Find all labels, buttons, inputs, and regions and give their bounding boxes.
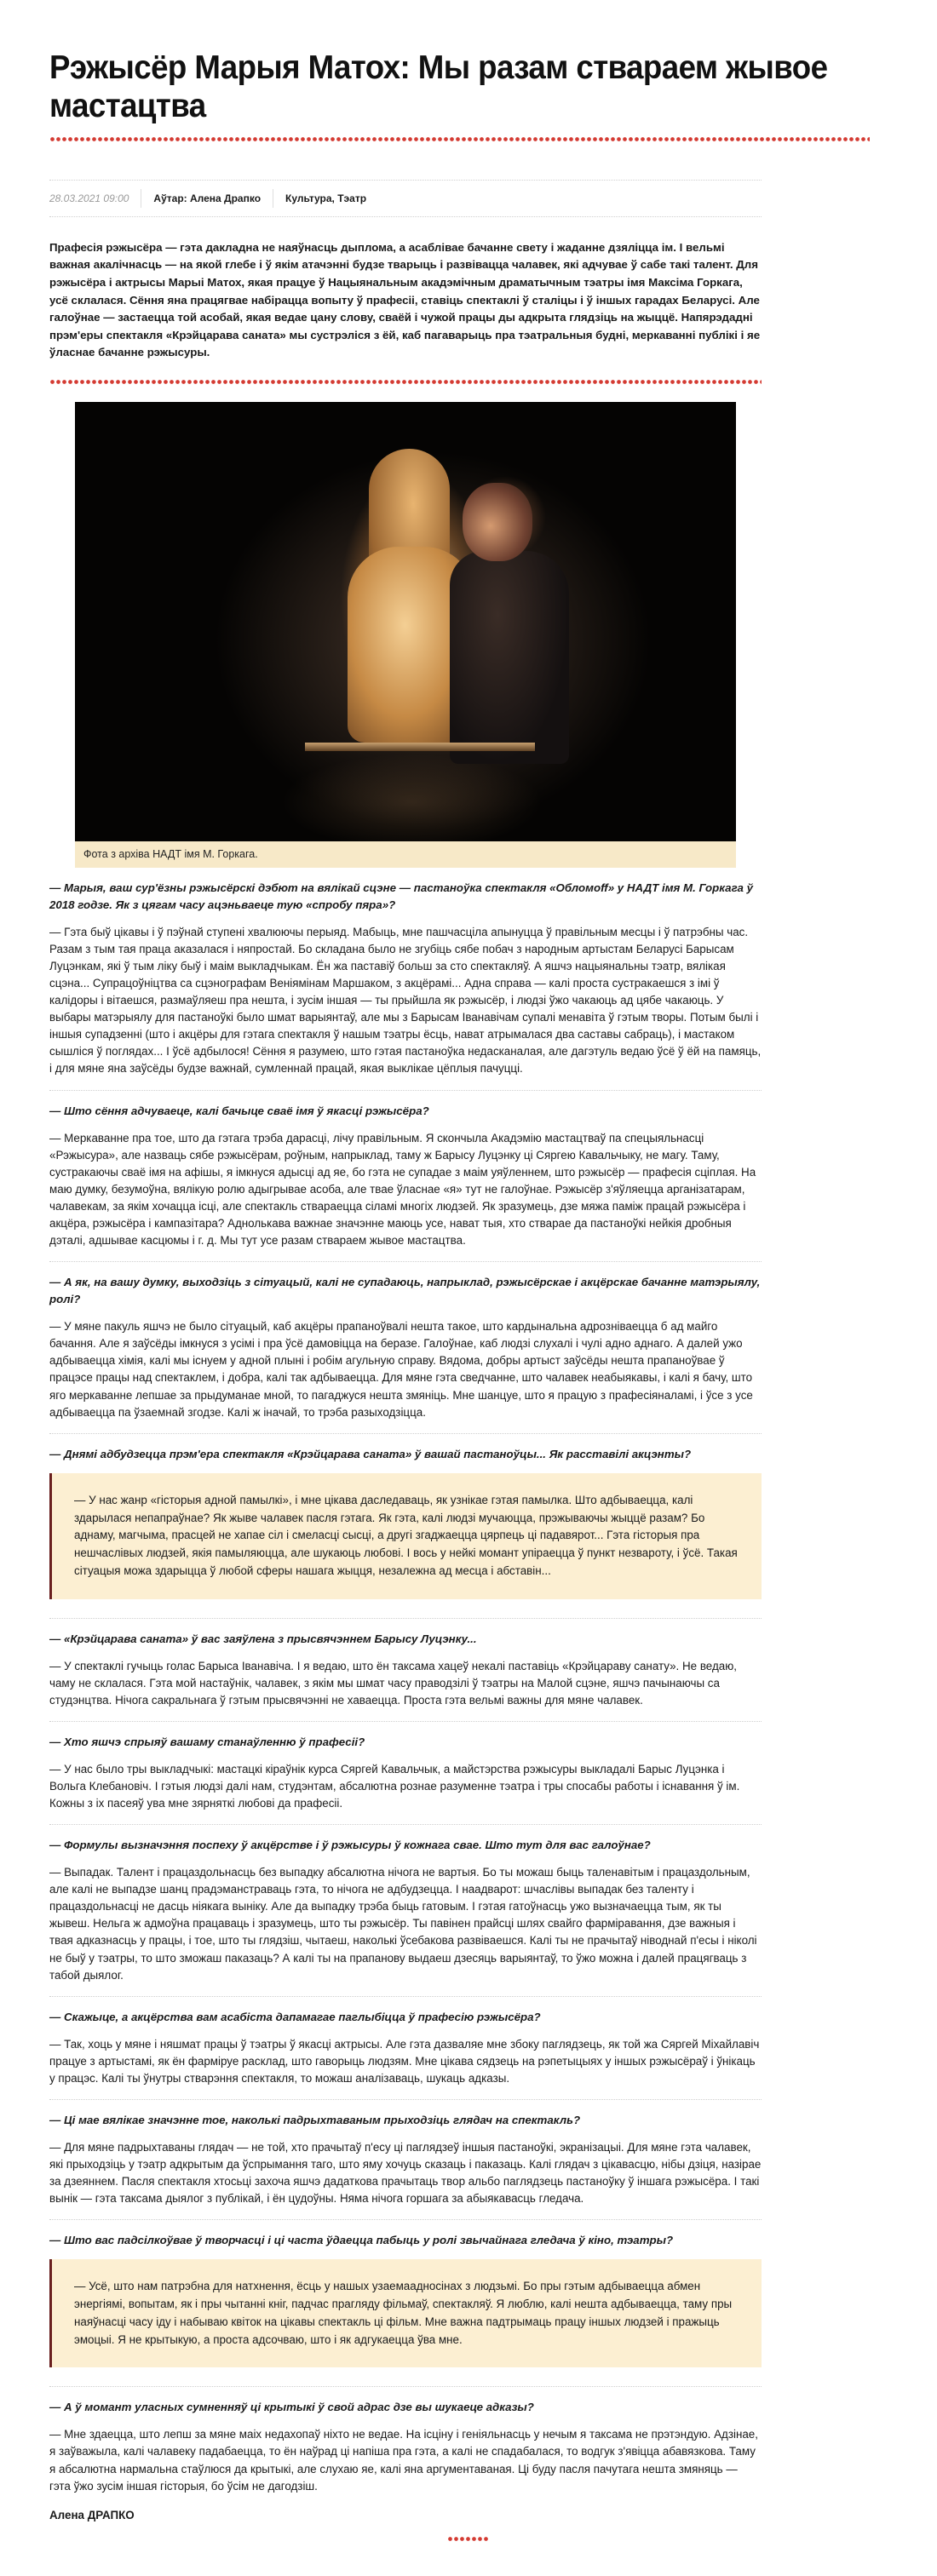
interview-block <box>49 880 762 1091</box>
interview-block <box>49 2232 762 2387</box>
interview-answer: — У мяне пакуль яшчэ не было сітуацый, каб акцёры прапаноўвалі нешта такое, што кардынальна адрозніваецца б ад майго бачання. Але я заўсёды імкнуся з усімі і пра ўсё дамовіцца на беразе. Галоўнае, каб людзі слухалі і чулі адно аднаго. А далей ужо адбываецца хімія, калі мы існуем у адной плыні і робім агульную справу. Вядома, добры артыст заўсёды нешта прапаноўвае ў працэсе працы над спектаклем, і добра, калі так адбываецца. Для мяне гэта сведчанне, што чалавек неабыякавы, і калі я бачу, што яго меркаванне лепшае за прыдуманае мной, то пагаджуся нешта змяніць. Мне шанцуе, што я працую з прафесіяналамі, і ўсе з усе адбываецца па ўзаемнай згодзе. Калі ж іначай, то трэба разыходзіцца. <box>49 1320 753 1419</box>
interview-block <box>49 1103 762 1263</box>
interview-question: — Марыя, ваш сур'ёзны рэжысёрскі дэбют на вялікай сцэне — пастаноўка спектакля «Обломоff» у НАДТ імя М. Горкага ў 2018 годзе. Як з цягам часу ацэньваеце тую «спробу пяра»? <box>49 881 753 911</box>
footer-ornament <box>447 2536 490 2542</box>
tag-separator: , <box>331 192 338 204</box>
interview-question: — Ці мае вялікае значэнне тое, наколькі падрыхтаваным прыходзіць глядач на спектакль? <box>49 2114 581 2127</box>
interview-question: — Днямі адбудзецца прэм'ера спектакля «Крэйцарава саната» ў вашай пастаноўцы... Як расставілі акцэнты? <box>49 1447 692 1460</box>
block-divider <box>49 2386 762 2387</box>
interview-block <box>49 1446 762 1619</box>
interview-question: — Скажыце, а акцёрства вам асабіста дапамагае паглыбіцца ў прафесію рэжысёра? <box>49 2010 541 2023</box>
interview-block <box>49 1274 762 1434</box>
publish-date: 28.03.2021 09:00 <box>49 189 141 208</box>
article-signature: Алена ДРАПКО <box>49 2508 135 2521</box>
article-meta <box>49 180 762 217</box>
interview-question: — Формулы вызначэння поспеху ў акцёрстве і ў рэжысуры ў кожнага свае. Што тут для вас галоўнае? <box>49 1839 651 1852</box>
highlighted-quote: — Усё, што нам патрэбна для натхнення, ёсць у нашых узаемаадносінах з людзьмі. Бо пры гэтым адбываецца абмен энергіямі, вопытам, як і пры чытанні кніг, падчас прагляду фільмаў, спектакляў. Я люблю, калі нешта адбываецца, таму пры наяўнасці часу іду і набываю квіток на цікавы спектакль ці фільм. Мне важна падтрымаць працу іншых людзей і пражыць эмоцыі. Я не крытыкую, а проста адсочваю, што і як адгукаецца ўва мне. <box>49 2259 762 2367</box>
article-photo <box>75 402 736 868</box>
interview-answer: — Так, хоць у мяне і няшмат працы ў тэатры ў якасці актрысы. Але гэта дазваляе мне збоку паглядзець, як той жа Сяргей Міхайлавіч працуе з артыстамі, як ён фарміруе расклад, што гаворыць людзям. Мне цікава сядзець на рэпетыцыях у іншых рэжысёраў і ўнікаць у працэс. Калі ты ўнутры стварэння спектакля, то можаш аналізаваць, шукаць адказы. <box>49 2037 760 2085</box>
block-divider <box>49 1721 762 1722</box>
block-divider <box>49 2219 762 2220</box>
block-divider <box>49 1618 762 1619</box>
article-title: Рэжысёр Марыя Матох: Мы разам ствараем жывое мастацтва <box>49 49 828 124</box>
title-ornament-divider <box>49 136 870 142</box>
interview-answer: — Выпадак. Талент і працаздольнасць без выпадку абсалютна нічога не вартыя. Бо ты можаш быць таленавітым і працаздольным, але калі не выпадзе шанц прадэманстраваць гэта, то нічога не адбудзецца. І наадварот: шчаслівы выпадак без таленту і працаздольнасці не дасць ніякага выніку. Але да выпадку трэба быць гатовым. І гэтая гатоўнасць ужо вызначаецца тым, як ты жывеш. Нельга ж адмоўна працаваць і зразумець, што ты рэжысёр. Ты павінен прайсці шлях свайго фарміравання, дзе важныя і твая адказнасць у працы, і тое, што ты глядзіш, чытаеш, наколькі ўсебакова развіваешся. Калі ты не прачытаў ніводнай п'есы і ніколі не быў у тэатры, то што зможаш паказаць? А калі ты на прапанову выдаеш дзесяць варыянтаў, то ўжо можна і далей працягваць з табой дыялог. <box>49 1866 757 1982</box>
interview-answer: — Для мяне падрыхтаваны глядач — не той, хто прачытаў п'есу ці паглядзеў іншыя пастаноўкі, экранізацыі. Для мяне гэта чалавек, які прыходзіць у тэатр адкрытым да ўспрымання таго, што яму хочуць сказаць і паказаць. Калі глядач з цікавасцю, нібы дзіця, назірае за дзеяннем. Пасля спектакля хтосьці захоча яшчэ дадаткова прачытаць твор альбо паглядзець пастаноўку ў іншага рэжысёра. І такі вынік — гэта таксама дыялог з публікай, і ён цудоўны. Няма нічога горшага за абыякавасць гледача. <box>49 2141 762 2206</box>
author-label: Аўтар: <box>153 192 187 204</box>
interview-block <box>49 1734 762 1825</box>
interview-block <box>49 2009 762 2100</box>
block-divider <box>49 1090 762 1091</box>
block-divider <box>49 1996 762 1997</box>
block-divider <box>49 1433 762 1434</box>
interview-question: — А як, на вашу думку, выходзіць з сітуацый, калі не супадаюць, напрыклад, рэжысёрскае і акцёрскае бачанне матэрыялу, ролі? <box>49 1276 761 1306</box>
interview-block <box>49 1631 762 1722</box>
block-divider <box>49 2099 762 2100</box>
highlighted-quote: — У нас жанр «гісторыя адной памылкі», і мне цікава даследаваць, як узнікае гэтая памылка. Што адбываецца, калі здарылася непапраўнае? Як жыве чалавек пасля гэтага. Як гэта, калі людзі мучаюцца, прэжываючы жыццё разам? Бо аднаму, магчыма, прасцей не хапае сіл і смеласці сысці, а другі згаджаецца цярпець ці падавярот... Гэта гісторыя пра нешчаслівых людзей, якія памыляюцца, але шукаюць любові. І вось у нейкі момант упіраецца ў пункт незвароту, і ўсё. Такая сітуацыя можа здарыцца ў любой сферы нашага жыцця, незалежна ад месца і абставін... <box>49 1473 762 1599</box>
interview-question: — Што сёння адчуваеце, калі бачыце сваё імя ў якасці рэжысёра? <box>49 1104 429 1117</box>
interview-question: — А ў момант уласных сумненняў ці крытыкі ў свой адрас дзе вы шукаеце адказы? <box>49 2401 534 2414</box>
lead-ornament-divider <box>49 379 762 385</box>
interview-block <box>49 2399 762 2494</box>
interview-answer: — У нас было тры выкладчыкі: мастацкі кіраўнік курса Сяргей Кавальчык, а майстэрства рэжысуры выкладалі Барыс Луцэнка і Вольга Клебановіч. І гэтыя людзі далі нам, студэнтам, абсалютна рознае разуменне тэатра і тры спосабы работы і існавання ў ім. Кожны з іх пасеяў ува мне зярняткі любові да прафесіі. <box>49 1762 740 1810</box>
interview-block <box>49 2112 762 2220</box>
interview-question: — «Крэйцарава саната» ў вас заяўлена з прысвячэннем Барысу Луцэнку... <box>49 1632 477 1645</box>
article-tags <box>273 189 378 208</box>
theatre-scene-image <box>75 402 736 841</box>
interview-answer: — Меркаванне пра тое, што да гэтага трэба дарасці, лічу правільным. Я скончыла Акадэмію мастацтваў па спецыяльнасці «Рэжысура», але назваць сябе рэжысёрам, роўным, напрыклад, таму ж Барысу Луцэнку ці Сяргею Кавальчыку, не магу. Таму, сустракаючы сваё імя на афішы, я імкнуся адысці ад яе, бо гэта не супадае з маім уяўленнем, што рэжысёр — прафесія сціплая. На маю думку, безумоўна, вялікую ролю адыгрывае асоба, але твае ўласнае «я» тут не галоўнае. Рэжысёр з'яўляецца арганізатарам, чалавекам, за якім хочацца ісці, але спектакль ствараецца сіламі многіх людзей. Як зразумець, дзе мяжа паміж працай рэжысёра і акцёра, рэжысёра і кампазітара? Аднолькава важнае значэнне маюць усе, нават тыя, хто стварае да пастаноўкі нейкія дробныя дэталі, адшывае касцюмы і г. д. Мы тут усе разам ствараем жывое мастацтва. <box>49 1131 756 1248</box>
author-info <box>141 189 273 208</box>
block-divider <box>49 1824 762 1825</box>
actor-head <box>463 483 532 561</box>
actor-figure <box>450 551 569 764</box>
interview-question: — Хто яшчэ спрыяў вашаму станаўленню ў прафесіі? <box>49 1735 365 1748</box>
photo-caption: Фота з архіва НАДТ імя М. Горкага. <box>75 841 736 868</box>
tag-link[interactable]: Культура <box>285 192 332 204</box>
interview-answer: — У спектаклі гучыць голас Барыса Іванавіча. І я ведаю, што ён таксама хацеў некалі паставіць «Крэйцараву санату». Не ведаю, чаму не склалася. Гэта мой настаўнік, чалавек, з якім мы шмат часу праводзілі ў тэатры на Малой сцэне, яшчэ пачынаючы са студэнцтва. Нічога сакральнага ў гэтым прысвячэнні не хаваецца. Проста гэта вельмі важны для мяне чалавек. <box>49 1659 737 1707</box>
interview-answer: — Гэта быў цікавы і ў пэўнай ступені хвалюючы перыяд. Мабыць, мне пашчасціла апынуцца ў правільным месцы і ў патрэбны час. Разам з тым тая праца аказалася і няпростай. Бо складана было не згубіць сябе побач з народным артыстам Беларусі Барысам Луцэнкам, які ў тым ліку быў і маім выкладчыкам. Ён жа паставіў больш за сто спектакляў. А яшчэ нацыянальны тэатр, вялікая сцэна... Супрацоўніцтва са сцэнографам Веніямінам Маршаком, з акцёрамі... Адна справа — калі проста сустракаешся з імі ў калідоры і вітаешся, размаўляеш пра нешта, і зусім іншая — ты прыйшла як рэжысёр, і людзі ўжо чакаюць ад цябе чакаюць. У выбары матэрыялу для пастаноўкі было шмат варыянтаў, але мы з Барысам Іванавічам супалі менавіта ў гэтым творы. Потым былі і іншыя супадзенні (што і акцёры для гэтага спектакля ў нашым тэатры ёсць, нават атрымалася два саставы сабраць), і мастаком сышліся ў поглядах... І ўсё адбылося! Сёння я разумею, што гэтая пастаноўка недасканалая, але дагэтуль ведаю ўсё ў ёй на памяць, і для мяне яна заўсёды будзе важнай, сумленнай працай, якая выклікае цёплыя пачуцці. <box>49 925 762 1076</box>
stage-bench <box>305 743 535 751</box>
block-divider <box>49 1261 762 1262</box>
interview-body <box>49 880 762 2524</box>
interview-answer: — Мне здаецца, што лепш за мяне маіх недахопаў ніхто не ведае. На ісціну і геніяльнасць у нечым я таксама не прэтэндую. Адзінае, я заўважыла, калі чалавеку падабаецца, то ён наўрад ці напіша пра гэта, а калі не спадабалася, то водгук з'явіцца абавязкова. Таму я абсалютна нармальна стаўлюся да крытыкі, але слухаю яе, калі яна аргументаваная. Ці буду пасля пачутага нешта змяняць — гэта ўжо зусім іншая гісторыя, бо ўсім не дагодзіш. <box>49 2428 758 2493</box>
interview-question: — Што вас падсілкоўвае ў творчасці і ці часта ўдаецца пабыць у ролі звычайнага гледача ў кіно, тэатры? <box>49 2234 674 2247</box>
author-link[interactable]: Алена Драпко <box>189 192 262 204</box>
tag-link[interactable]: Тэатр <box>337 192 367 204</box>
article-lead: Прафесія рэжысёра — гэта дакладна не наяўнасць дыплома, а асаблівае бачанне свету і жаданне дзяліцца ім. І вельмі важная акалічнасць — на якой глебе і ў якім атачэнні будзе тварыць і развівацца чалавек, які адчувае ў сабе такі талент. Для рэжысёра і актрысы Марыі Матох, якая працуе ў Нацыянальным акадэмічным драматычным тэатры імя Максіма Горкага, усё склалася. Сёння яна працягвае набірацца вопыту ў прафесіі, ставіць спектаклі ў сталіцы і ў іншых гарадах Беларусі. Але галоўнае — застаецца той асобай, якая ведае цану слову, сваёй і чужой працы ды адкрыта глядзіць на жыццё. Напярэдадні прэм'еры спектакля «Крэйцарава саната» мы сустрэліся з ёй, каб пагаварыць пра тэатральныя будні, меркаванні публікі і яе ўласнае бачанне рэжысуры. <box>49 240 761 359</box>
interview-block <box>49 1837 762 1997</box>
